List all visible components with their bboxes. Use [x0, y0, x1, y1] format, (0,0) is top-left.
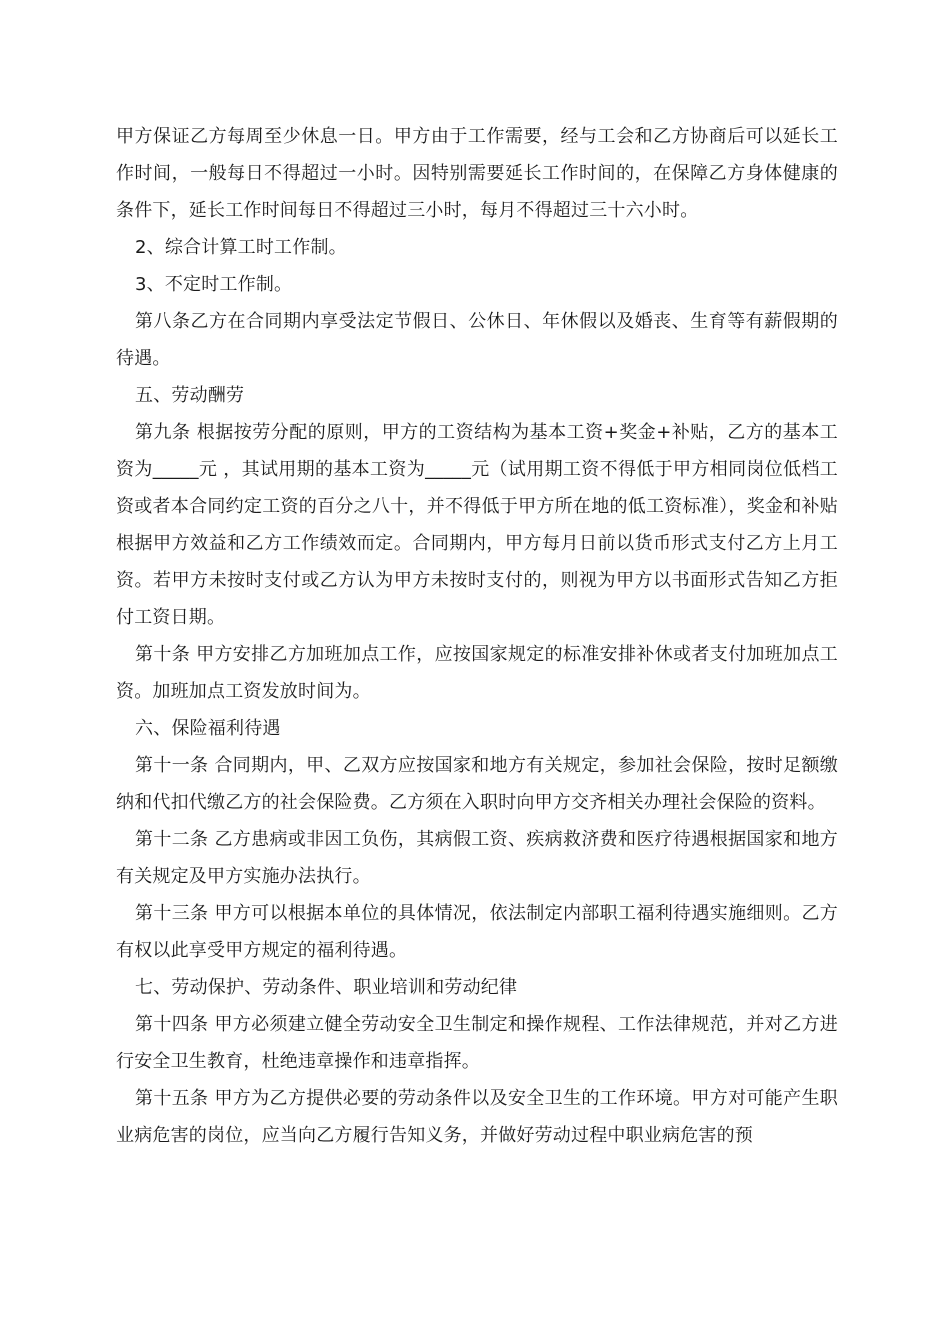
paragraph-article-11: 第十一条 合同期内，甲、乙双方应按国家和地方有关规定，参加社会保险，按时足额缴纳和代扣代缴乙方的社会保险费。乙方须在入职时向甲方交齐相关办理社会保险的资料。: [116, 755, 838, 813]
contract-body: [116, 118, 838, 1154]
paragraph-article-10: 第十条 甲方安排乙方加班加点工作，应按国家规定的标准安排补休或者支付加班加点工资。加班加点工资发放时间为。: [116, 644, 838, 702]
section-heading-insurance: 六、保险福利待遇: [135, 718, 281, 739]
paragraph-article-9: 第九条 根据按劳分配的原则，甲方的工资结构为基本工资+奖金+补贴，乙方的基本工资为_____元 ，其试用期的基本工资为_____元（试用期工资不得低于甲方相同岗位低档工资或者本合同约定工资的百分之八十，并不得低于甲方所在地的低工资标准），奖金和补贴根据甲方效益和乙方工作绩效而定。合同期内，甲方每月日前以货币形式支付乙方上月工资。若甲方未按时支付或乙方认为甲方未按时支付的，则视为甲方以书面形式告知乙方拒付工资日期。: [116, 422, 838, 628]
paragraph-article-14: 第十四条 甲方必须建立健全劳动安全卫生制定和操作规程、工作法律规范，并对乙方进行安全卫生教育，杜绝违章操作和违章指挥。: [116, 1014, 838, 1072]
paragraph-article-12: 第十二条 乙方患病或非因工负伤，其病假工资、疾病救济费和医疗待遇根据国家和地方有关规定及甲方实施办法执行。: [116, 829, 838, 887]
paragraph-rest-days: 甲方保证乙方每周至少休息一日。甲方由于工作需要，经与工会和乙方协商后可以延长工作时间，一般每日不得超过一小时。因特别需要延长工作时间的，在保障乙方身体健康的条件下，延长工作时间每日不得超过三小时，每月不得超过三十六小时。: [116, 126, 838, 221]
paragraph-article-13: 第十三条 甲方可以根据本单位的具体情况，依法制定内部职工福利待遇实施细则。乙方有权以此享受甲方规定的福利待遇。: [116, 903, 838, 961]
section-heading-remuneration: 五、劳动酬劳: [135, 385, 245, 406]
paragraph-article-8: 第八条乙方在合同期内享受法定节假日、公休日、年休假以及婚丧、生育等有薪假期的待遇。: [116, 311, 838, 369]
section-heading-labor-protection: 七、劳动保护、劳动条件、职业培训和劳动纪律: [135, 977, 518, 998]
paragraph-comprehensive-hours: 2、综合计算工时工作制。: [135, 237, 347, 258]
paragraph-article-15: 第十五条 甲方为乙方提供必要的劳动条件以及安全卫生的工作环境。甲方对可能产生职业病危害的岗位，应当向乙方履行告知义务，并做好劳动过程中职业病危害的预: [116, 1088, 838, 1146]
paragraph-flexible-hours: 3、不定时工作制。: [135, 274, 293, 295]
